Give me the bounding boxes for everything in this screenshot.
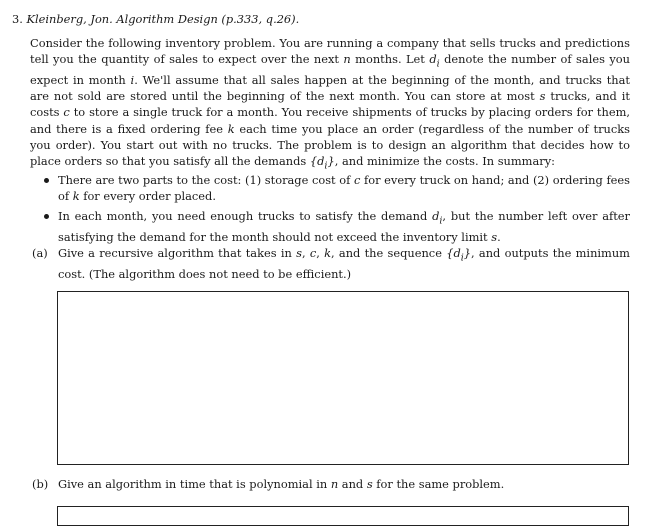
problem-citation: Kleinberg, Jon. Algorithm Design (p.333, q.26). bbox=[26, 12, 300, 26]
problem-description: Consider the following inventory problem. You are running a company that sells trucks and predictions tell you the quantity of sales to expect over the next n months. Let $d_i$ denote the number of sales you expect in month i. We'll assume that all sales happen at the beginning of the month, and trucks that are not sold are stored until the beginning of the next month. You can store at most s trucks, and it costs c to store a single truck for a month. You receive shipments of trucks by placing orders for them, and there is a fixed ordering fee k each time you place an order (regardless of the number of trucks you order). You start out with no trucks. The problem is to design an algorithm that decides how to place orders so that you satisfy all the demands $\{d_i\}$, and minimize the costs. In summary: bbox=[30, 36, 631, 171]
list-item: In each month, you need enough trucks to satisfy the demand $d_i$, but the number left over after satisfying the demand for the month should not exceed the inventory limit s. bbox=[44, 208, 630, 245]
list-item: There are two parts to the cost: (1) storage cost of c for every truck on hand; and (2) ordering fees of k for every order placed. bbox=[44, 172, 630, 204]
problem-number: 3. bbox=[12, 12, 23, 26]
part-a-question: (a) Give a recursive algorithm that takes in s, c, k, and the sequence $\{d_i\}$, and outputs the minimum cost. (The algorithm does not need to be efficient.) bbox=[32, 246, 630, 282]
part-b-question: (b) Give an algorithm in time that is polynomial in n and s for the same problem. bbox=[32, 477, 505, 491]
part-b-answer-box[interactable] bbox=[57, 506, 629, 526]
part-a-label: (a) bbox=[32, 246, 48, 260]
part-a-answer-box[interactable] bbox=[57, 291, 629, 465]
summary-list bbox=[44, 172, 630, 249]
bullet-icon bbox=[44, 214, 49, 219]
problem-header bbox=[12, 12, 299, 27]
bullet-icon bbox=[44, 178, 49, 183]
part-b-label: (b) bbox=[32, 477, 49, 491]
